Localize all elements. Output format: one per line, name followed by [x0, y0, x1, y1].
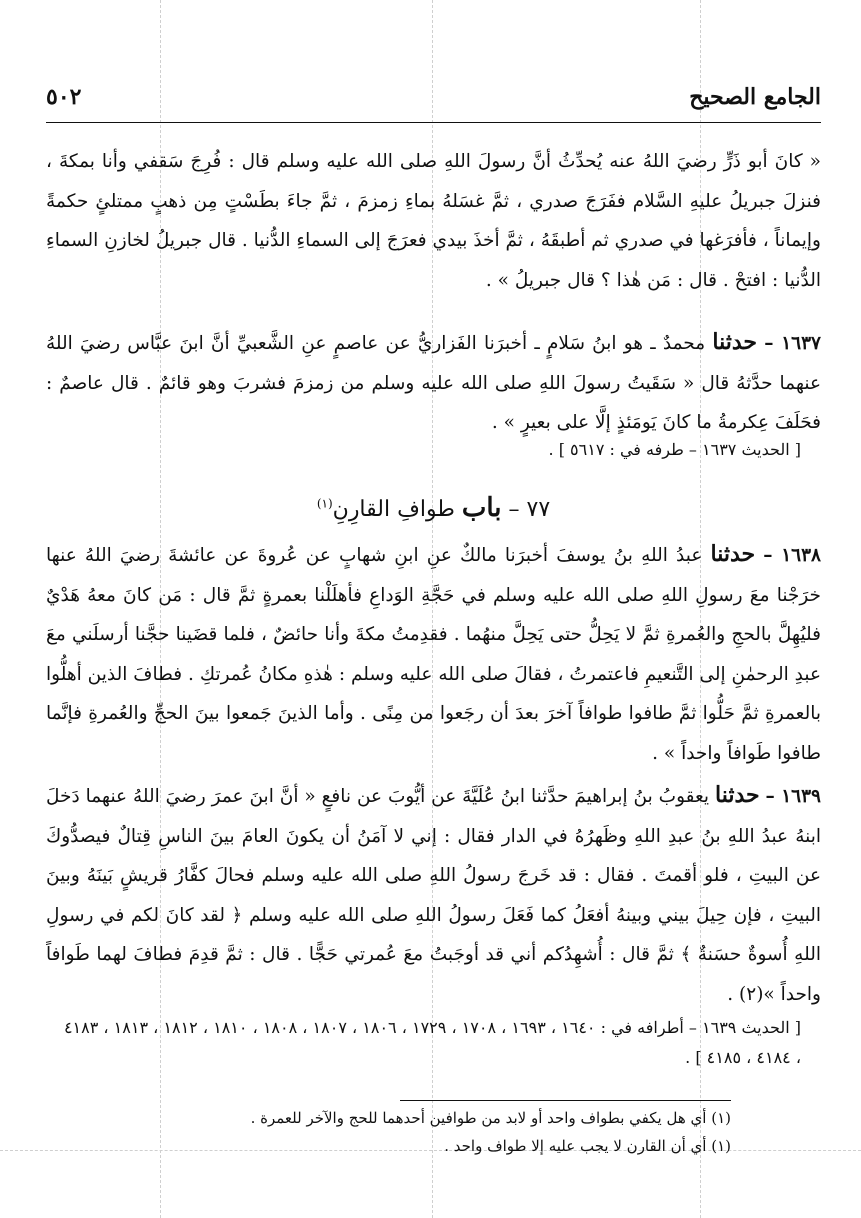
haddathana-word: حدثنا: [715, 782, 760, 808]
hadith-body: « كانَ أبو ذَرٍّ رضيَ اللهُ عنه يُحدِّثُ أنَّ رسولَ اللهِ صلى الله عليه وسلم قال : فُرِجَ سَقفي وأنا بمكةَ ، فنزلَ جبريلُ عليهِ السَّلام ففَرَجَ صدري ، ثمَّ غسَلهُ بماءِ زمزمَ ، ثمَّ جاءَ بطَسْتٍ مِن ذهبٍ ممتلئٍ حكمةً وإيماناً ، فأفرَغها في صدري ثم أطبقَهُ ، ثمَّ أخذَ بيدي فعرَجَ إلى السماءِ الدُّنيا . قال جبريلُ لخازنِ السماءِ الدُّنيا : افتحْ . قال : مَن هٰذا ؟ قال جبريلُ » .: [46, 151, 821, 291]
chapter-heading: [46, 493, 821, 523]
hadith-body: يعقوبُ بنُ إبراهيمَ حدَّثنا ابنُ عُلَيَّةَ عن أيُّوبَ عن نافعٍ « أنَّ ابنَ عمرَ رضيَ اللهُ عنهما دَخلَ ابنهُ عبدُ اللهِ بنُ عبدِ اللهِ وظَهرُهُ في الدار فقال : إني لا آمَنُ أن يكونَ العامَ بينَ الناسِ قِتالٌ فيصدُّوكَ عن البيتِ ، فلو أقمتَ . فقال : قد خَرجَ رسولُ اللهِ صلى الله عليه وسلم فحالَ كفَّارُ قريشٍ بَينَهُ وبينَ البيتِ ، فإن حِيلَ بيني وبينهُ أفعَلُ كما فَعَلَ رسولُ اللهِ صلى الله عليه وسلم ﴿ لقد كانَ لكم في رسولِ اللهِ أُسوةٌ حسَنةٌ ﴾ ثمَّ قال : أُشهِدُكم أني قد أوجَبتُ معَ عُمرتي حَجًّا . قال : ثمَّ قدِمَ فطافَ لهما طَوافاً واحداً »(٢) .: [46, 786, 821, 1005]
hadith-number: ١٦٣٩ –: [765, 786, 821, 807]
hadith-1639: [46, 776, 821, 1014]
footnote-divider: [400, 1100, 731, 1101]
hadith-body: محمدٌ ـ هو ابنُ سَلامٍ ـ أخبرَنا الفَزاريُّ عن عاصمٍ عنِ الشَّعبيِّ أنَّ ابنَ عبَّاس رضيَ اللهُ عنهما حدَّثهُ قال « سَقَيتُ رسولَ اللهِ صلى الله عليه وسلم من زمزمَ فشربَ وهو قائمٌ . قال عاصمٌ : فحَلَفَ عِكرمةُ ما كانَ يَومَئذٍ إلَّا على بعيرٍ » .: [46, 333, 821, 433]
hadith-text: [46, 142, 821, 300]
footnote: (١) أي أن القارن لا يجب عليه إلا طواف واحد .: [444, 1137, 731, 1155]
hadith-number: ١٦٣٧ –: [764, 333, 821, 354]
chapter-title: طوافِ القارِنِ: [332, 497, 455, 522]
page-title: الجامع الصحيح: [689, 84, 821, 110]
hadith-number: ١٦٣٨ –: [763, 545, 821, 566]
footnote-marker: (١): [316, 496, 333, 511]
chapter-number: ٧٧ –: [508, 497, 551, 522]
hadith-reference: [ الحديث ١٦٣٩ – أطرافه في : ١٦٤٠ ، ١٦٩٣ ، ١٧٠٨ ، ١٧٢٩ ، ١٨٠٦ ، ١٨٠٧ ، ١٨٠٨ ، ١٨١٠ ، ١٨١٢ ، ١٨١٣ ، ٤١٨٣ ، ٤١٨٤ ، ٤١٨٥ ] .: [63, 1018, 801, 1067]
haddathana-word: حدثنا: [712, 329, 757, 355]
page-header: [46, 84, 821, 116]
hadith-body: عبدُ اللهِ بنُ يوسفَ أخبرَنا مالكٌ عنِ ابنِ شهابٍ عن عُروةَ عن عائشةَ رضيَ اللهُ عنها خرَجْنا معَ رسولِ اللهِ صلى الله عليه وسلم في حَجَّةِ الوَداعِ فأهلَلْنا بعمرةٍ ثمَّ قال : مَن كانَ معهُ هَدْيٌ فليُهِلَّ بالحجِ والعُمرةِ ثمَّ لا يَحِلُّ حتى يَحِلَّ منهُما . فقدِمتُ مكةَ وأنا حائضٌ ، فلما قضَينا حجَّنا أرسلَني معَ عبدِ الرحمٰنِ إلى التَّنعيمِ فاعتمرتُ ، فقالَ صلى الله عليه وسلم : هٰذهِ مكانُ عُمرتكِ . فطافَ الذين أهلُّوا بالعمرةِ ثمَّ حَلُّوا ثمَّ طافوا طوافاً آخرَ بعدَ أن رجَعوا من مِنًى . وأما الذينَ جَمعوا بينَ الحجِّ والعُمرةِ فإنَّما طافوا طَوافاً واحداً » .: [46, 545, 821, 764]
hadith-reference: [ الحديث ١٦٣٧ – طرفه في : ٥٦١٧ ] .: [548, 440, 801, 459]
footnotes: [130, 1104, 731, 1160]
page-number: ٥٠٢: [46, 84, 82, 110]
footnote: (١) أي هل يكفي بطواف واحد أو لابد من طوافين أحدهما للحج والآخر للعمرة .: [250, 1109, 731, 1127]
haddathana-word: حدثنا: [710, 541, 756, 567]
hadith-1637: [46, 323, 821, 443]
chapter-label: باب: [461, 493, 502, 523]
header-divider: [46, 122, 821, 123]
hadith-1638: [46, 535, 821, 773]
